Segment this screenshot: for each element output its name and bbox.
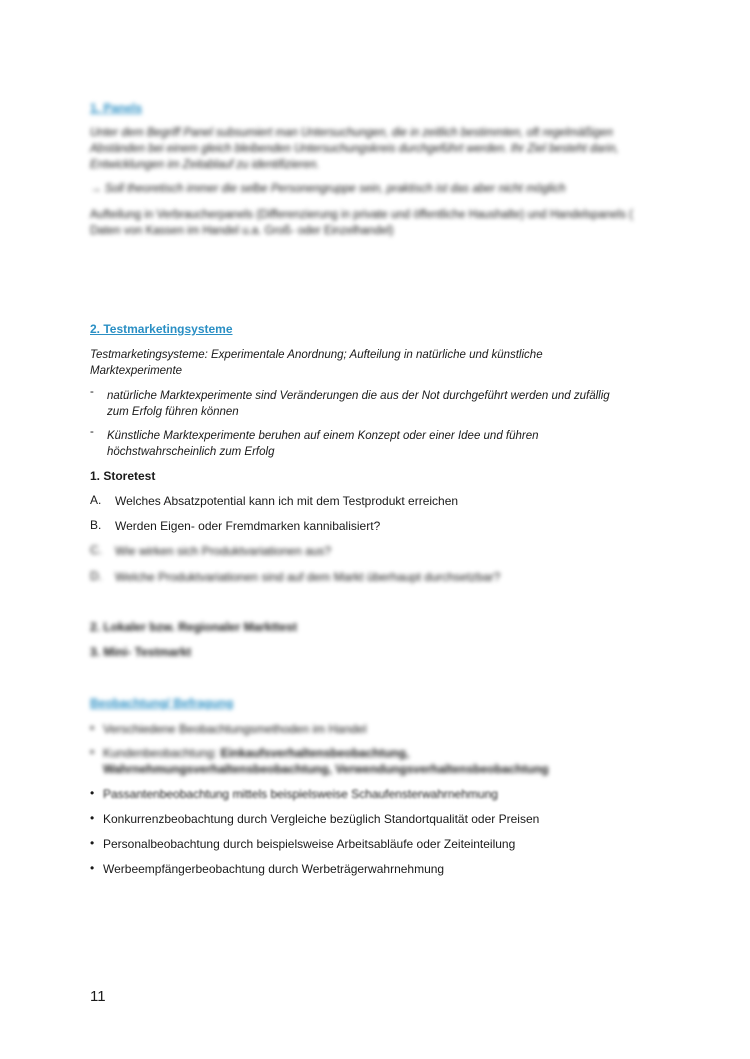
panels-split: Aufteilung in Verbraucherpanels (Differenzierung in private und öffentliche Haushalte) und Handelspanels ( Daten von Kassen im Handel u.a. Groß- oder Einzelhandel) [90, 209, 633, 237]
bullet-marker: • [90, 811, 95, 825]
regional-test-heading: 2. Lokaler bzw. Regionaler Markttest [90, 620, 297, 634]
testmarketing-intro-line1: Testmarketingsysteme: Experimentale Anordnung; Aufteilung in natürliche und künstliche [90, 349, 543, 361]
dash-marker: - [90, 426, 94, 438]
storetest-item-a: Welches Absatzpotential kann ich mit dem Testprodukt erreichen [115, 494, 459, 508]
bullet-marker: • [90, 836, 95, 850]
storetest-item-letter: A. [90, 493, 102, 507]
storetest-item-b: Werden Eigen- oder Fremdmarken kannibalisiert? [115, 519, 381, 533]
bullet-marker: • [90, 861, 95, 875]
observation-item-3: Passantenbeobachtung mittels beispielsweise Schaufensterwahrnehmung [103, 787, 498, 801]
section-panels-heading: 1. Panels [90, 101, 143, 115]
bullet-marker: • [90, 786, 95, 800]
observation-item-2-bold-line2: Wahrnehmungsverhaltensbeobachtung, Verwendungsverhaltensbeobachtung [103, 762, 549, 776]
storetest-item-letter: D. [90, 569, 102, 583]
observation-item-2-bold-line1: Einkaufsverhaltensbeobachtung, [220, 746, 410, 760]
dash-item-2-line2: höchstwahrscheinlich zum Erfolg [107, 446, 275, 458]
dash-marker: - [90, 386, 94, 398]
observation-item-2 [103, 745, 623, 761]
dash-item-1-line1: natürliche Marktexperimente sind Veränderungen die aus der Not durchgeführt werden und zufällig [107, 390, 610, 402]
storetest-item-c: Wie wirken sich Produktvariationen aus? [115, 544, 332, 558]
dash-item-2-line1: Künstliche Marktexperimente beruhen auf einem Konzept oder einer Idee und führen [107, 430, 539, 442]
observation-item-2-prefix: Kundenbeobachtung: [103, 746, 218, 760]
section-testmarketing-heading: 2. Testmarketingsysteme [90, 322, 233, 336]
observation-item-5: Personalbeobachtung durch beispielsweise Arbeitsabläufe oder Zeiteinteilung [103, 837, 516, 851]
page-number: 11 [90, 988, 106, 1005]
mini-testmarkt-heading: 3. Mini- Testmarkt [90, 645, 192, 659]
storetest-item-letter: B. [90, 518, 102, 532]
storetest-item-d: Welche Produktvariationen sind auf dem Markt überhaupt durchsetzbar? [115, 570, 501, 584]
testmarketing-intro-line2: Marktexperimente [90, 365, 183, 377]
panels-definition: Unter dem Begriff Panel subsumiert man Untersuchungen, die in zeitlich bestimmten, oft regelmäßigen Abständen bei einem gleich bleibenden Untersuchungskreis durchgeführt werden. Ihr Ziel besteht darin, Entwicklungen im Zeitablauf zu identifizieren. [90, 127, 619, 171]
bullet-marker: • [90, 721, 95, 735]
storetest-heading: 1. Storetest [90, 469, 156, 483]
section-observation-heading: Beobachtung/ Befragung [90, 696, 234, 710]
dash-item-1-line2: zum Erfolg führen können [107, 406, 239, 418]
panels-note: → Soll theoretisch immer die selbe Personengruppe sein, praktisch ist das aber nicht möglich [90, 183, 566, 195]
observation-item-6: Werbeempfängerbeobachtung durch Werbeträgerwahrnehmung [103, 862, 445, 876]
observation-item-4: Konkurrenzbeobachtung durch Vergleiche bezüglich Standortqualität oder Preisen [103, 812, 540, 826]
observation-item-1: Verschiedene Beobachtungsmethoden im Handel [103, 722, 367, 736]
bullet-marker: • [90, 745, 95, 759]
storetest-item-letter: C. [90, 543, 102, 557]
